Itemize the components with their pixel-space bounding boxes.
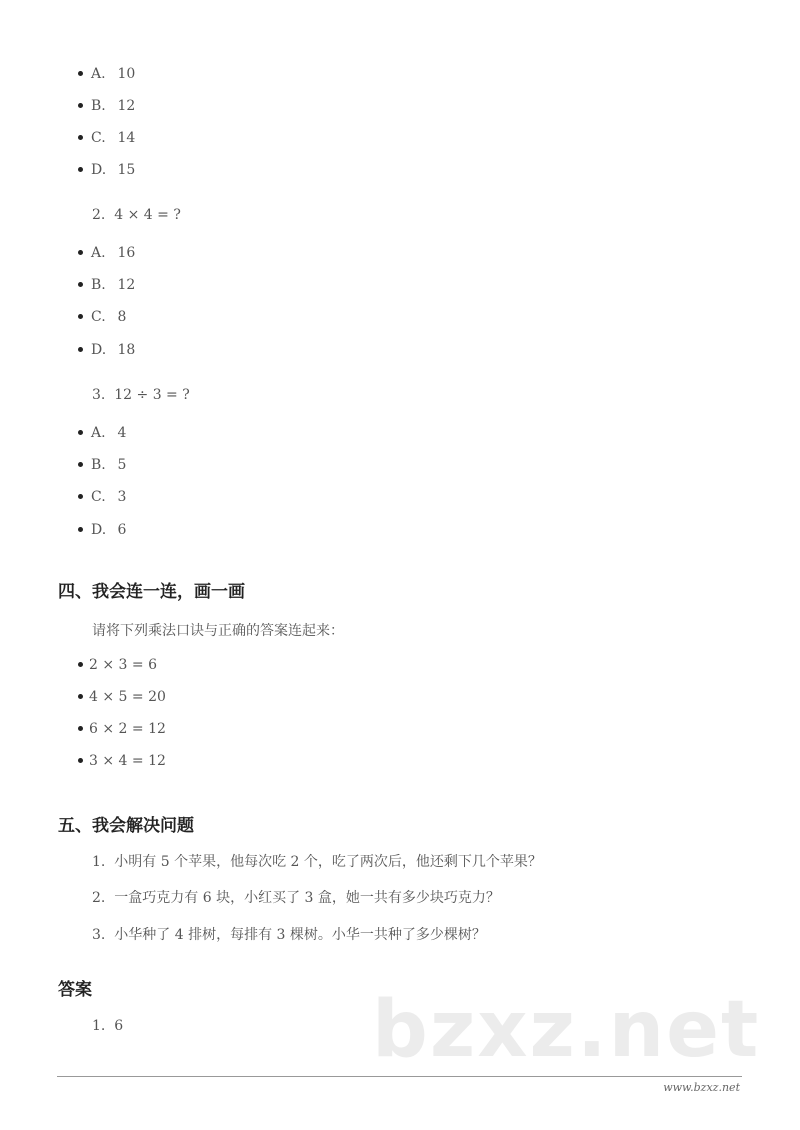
footer-url: www.bzxz.net	[663, 1081, 740, 1094]
bullet-icon	[78, 694, 83, 699]
bullet-icon	[78, 71, 83, 76]
matching-item: 6 × 2 = 12	[78, 720, 166, 738]
bullet-icon	[78, 167, 83, 172]
bullet-icon	[78, 527, 83, 532]
bullet-icon	[78, 662, 83, 667]
q2-option-d: D. 18	[78, 341, 135, 359]
question-3: 3. 12 ÷ 3 = ?	[92, 387, 190, 403]
bullet-icon	[78, 103, 83, 108]
q2-option-a: A. 16	[78, 244, 135, 262]
bullet-icon	[78, 758, 83, 763]
bullet-icon	[78, 282, 83, 287]
bullet-icon	[78, 314, 83, 319]
q3-option-a: A. 4	[78, 424, 126, 442]
question-2: 2. 4 × 4 = ?	[92, 207, 181, 223]
footer-divider	[57, 1076, 742, 1077]
answers-title: 答案	[58, 980, 92, 1000]
bullet-icon	[78, 430, 83, 435]
bullet-icon	[78, 250, 83, 255]
q1-option-c: C. 14	[78, 129, 135, 147]
q1-option-d: D. 15	[78, 161, 135, 179]
watermark: bzxz.net	[372, 985, 761, 1075]
q3-option-c: C. 3	[78, 488, 126, 506]
answer-item: 1. 6	[92, 1018, 124, 1034]
q2-option-b: B. 12	[78, 276, 135, 294]
word-problem-3: 3. 小华种了 4 排树，每排有 3 棵树。小华一共种了多少棵树？	[92, 927, 486, 943]
q1-option-a: A. 10	[78, 65, 135, 83]
bullet-icon	[78, 347, 83, 352]
bullet-icon	[78, 462, 83, 467]
q2-option-c: C. 8	[78, 308, 126, 326]
section-5-title: 五、我会解决问题	[58, 816, 194, 836]
section-4-title: 四、我会连一连，画一画	[58, 582, 245, 602]
bullet-icon	[78, 726, 83, 731]
matching-item: 3 × 4 = 12	[78, 752, 166, 770]
q1-option-b: B. 12	[78, 97, 135, 115]
matching-item: 2 × 3 = 6	[78, 656, 157, 674]
word-problem-1: 1. 小明有 5 个苹果，他每次吃 2 个，吃了两次后，他还剩下几个苹果？	[92, 854, 542, 870]
section-4-instruction: 请将下列乘法口诀与正确的答案连起来：	[92, 623, 344, 639]
q3-option-b: B. 5	[78, 456, 126, 474]
bullet-icon	[78, 494, 83, 499]
q3-option-d: D. 6	[78, 521, 126, 539]
word-problem-2: 2. 一盒巧克力有 6 块，小红买了 3 盒，她一共有多少块巧克力？	[92, 890, 500, 906]
matching-item: 4 × 5 = 20	[78, 688, 166, 706]
bullet-icon	[78, 135, 83, 140]
